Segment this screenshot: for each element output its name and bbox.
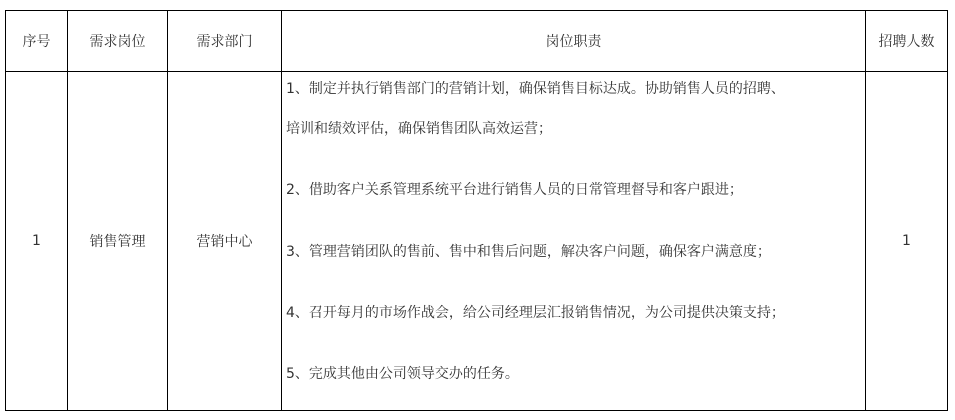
duty-line: 培训和绩效评估，确保销售团队高效运营； [286, 121, 552, 137]
duty-line: 2、借助客户关系管理系统平台进行销售人员的日常管理督导和客户跟进； [286, 182, 743, 198]
cell-position: 销售管理 [68, 72, 168, 411]
job-table [5, 10, 948, 411]
header-department: 需求部门 [168, 11, 282, 72]
duty-line: 5、完成其他由公司领导交办的任务。 [286, 366, 519, 382]
duty-line: 1、制定并执行销售部门的营销计划，确保销售目标达成。协助销售人员的招聘、 [286, 81, 785, 97]
table-row [6, 72, 948, 411]
cell-headcount: 1 [866, 72, 948, 411]
cell-seq: 1 [6, 72, 68, 411]
header-position: 需求岗位 [68, 11, 168, 72]
duty-line: 3、管理营销团队的售前、售中和售后问题，解决客户问题，确保客户满意度； [286, 244, 771, 260]
header-headcount: 招聘人数 [866, 11, 948, 72]
duty-line: 4、召开每月的市场作战会，给公司经理层汇报销售情况，为公司提供决策支持； [286, 305, 785, 321]
header-duties: 岗位职责 [282, 11, 866, 72]
table-header-row [6, 11, 948, 72]
header-seq: 序号 [6, 11, 68, 72]
cell-department: 营销中心 [168, 72, 282, 411]
cell-duties [282, 72, 866, 411]
